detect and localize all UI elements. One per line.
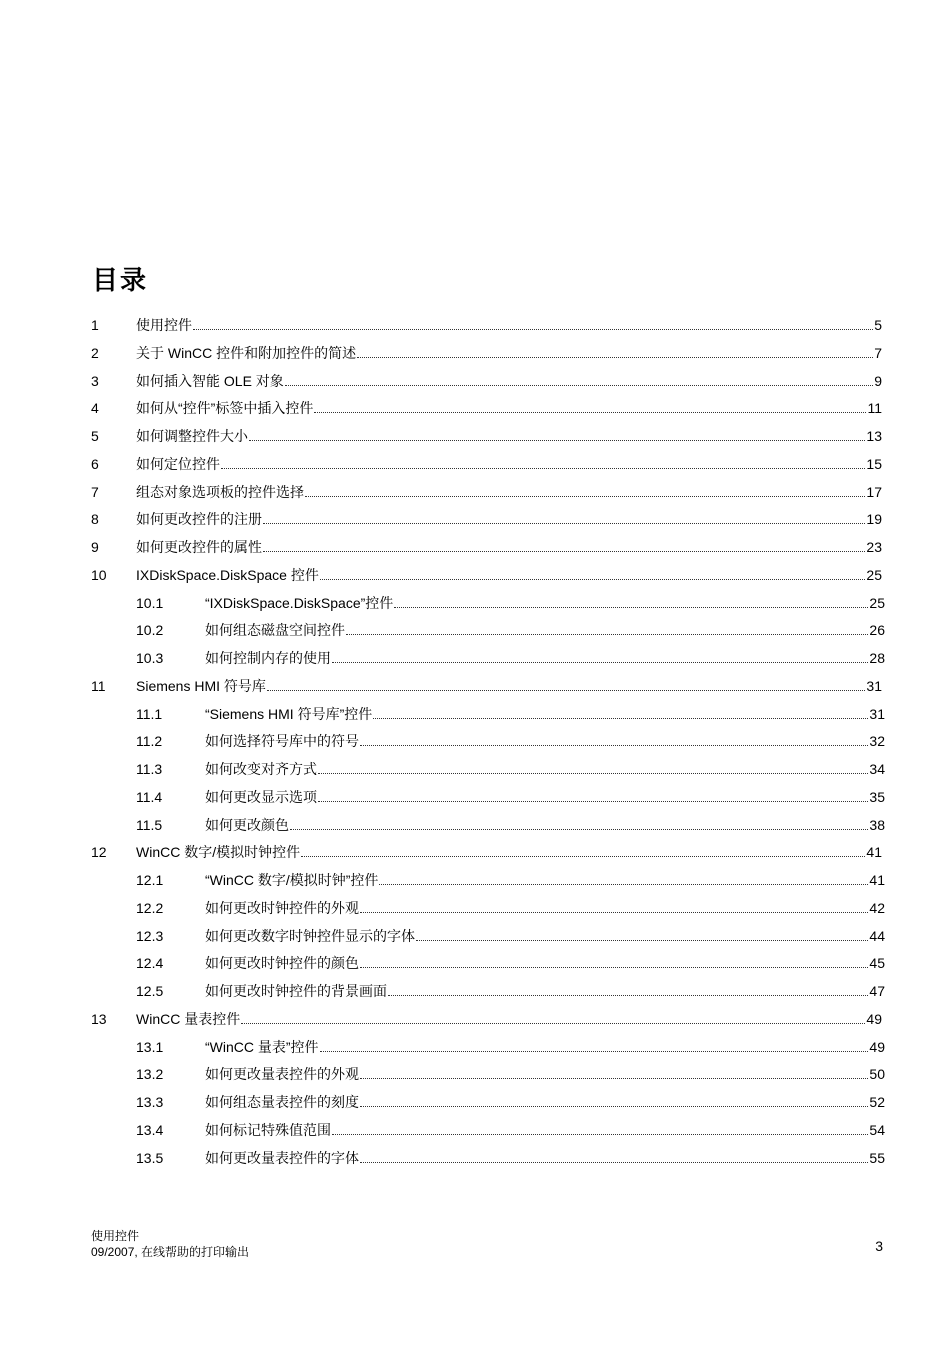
page-title: 目录 — [92, 265, 149, 295]
toc-entry-line — [136, 426, 882, 446]
toc-entry-line — [205, 926, 885, 946]
toc-entry-page: 54 — [869, 1121, 885, 1138]
toc-entry-page: 11 — [867, 400, 882, 417]
toc-leader-dots — [320, 566, 866, 580]
toc-leader-dots — [373, 705, 868, 719]
toc-entry-line — [136, 371, 882, 391]
toc-leader-dots — [318, 788, 868, 802]
toc-entry-number: 12.2 — [136, 899, 164, 916]
toc-entry-page: 50 — [869, 1066, 885, 1083]
toc-entry-line — [136, 565, 882, 585]
toc-leader-dots — [332, 1121, 868, 1135]
toc-leader-dots — [305, 483, 865, 497]
toc-entry-text: 如何组态磁盘空间控件 — [205, 622, 345, 639]
toc-entry-line — [205, 898, 885, 918]
page-number: 3 — [875, 1238, 883, 1254]
toc-leader-dots — [360, 732, 868, 746]
toc-entry-number: 7 — [91, 483, 99, 500]
toc-entry-line — [205, 731, 885, 751]
toc-entry-page: 52 — [869, 1094, 885, 1110]
toc-leader-dots — [301, 843, 865, 857]
toc-entry-text: 如何定位控件 — [136, 455, 220, 472]
toc-entry-line — [136, 1009, 882, 1029]
toc-entry-number: 12.1 — [136, 872, 164, 888]
toc-entry-number: 3 — [91, 372, 99, 389]
toc-entry-text: 如何改变对齐方式 — [205, 761, 317, 777]
toc-entry-line — [205, 1064, 885, 1084]
toc-entry-page: 34 — [869, 761, 885, 777]
toc-entry-text: “Siemens HMI 符号库”控件 — [205, 705, 373, 722]
toc-leader-dots — [394, 594, 868, 608]
toc-entry-page: 47 — [869, 983, 885, 999]
toc-leader-dots — [416, 927, 868, 941]
toc-entry-number: 10 — [91, 566, 107, 583]
toc-entry-number: 13 — [91, 1010, 107, 1027]
toc-leader-dots — [241, 1010, 865, 1024]
toc-entry-line — [136, 482, 882, 502]
toc-entry-line — [136, 454, 882, 474]
toc-entry-number: 13.5 — [136, 1149, 164, 1166]
toc-entry-line — [205, 620, 885, 640]
toc-entry-line — [136, 509, 882, 529]
toc-entry-text: 如何插入智能 OLE 对象 — [136, 372, 284, 389]
toc-leader-dots — [360, 954, 868, 968]
toc-leader-dots — [249, 427, 865, 441]
toc-entry-text: 如何选择符号库中的符号 — [205, 733, 359, 750]
toc-entry-number: 10.1 — [136, 594, 164, 611]
toc-entry-number: 13.4 — [136, 1121, 164, 1138]
toc-entry-page: 23 — [866, 539, 882, 555]
toc-entry-page: 44 — [869, 927, 885, 944]
toc-entry-number: 12.4 — [136, 955, 164, 972]
toc-entry-line — [205, 981, 885, 1001]
toc-entry-text: 组态对象选项板的控件选择 — [136, 483, 304, 500]
toc-entry-number: 1 — [91, 317, 99, 333]
toc-entry-page: 45 — [869, 955, 885, 972]
toc-entry-page: 25 — [869, 594, 885, 611]
toc-leader-dots — [263, 538, 865, 552]
toc-entry-text: 如何更改控件的注册 — [136, 511, 262, 528]
toc-entry-number: 2 — [91, 344, 99, 361]
toc-entry-line — [205, 1037, 885, 1057]
toc-entry-page: 38 — [869, 816, 885, 833]
toc-entry-line — [205, 648, 885, 668]
toc-entry-page: 49 — [866, 1010, 882, 1027]
toc-entry-number: 8 — [91, 511, 99, 528]
toc-entry-page: 5 — [874, 317, 882, 333]
toc-entry-number: 11 — [91, 677, 106, 694]
toc-entry-text: 关于 WinCC 控件和附加控件的简述 — [136, 344, 357, 361]
toc-entry-text: Siemens HMI 符号库 — [136, 677, 266, 694]
toc-entry-text: WinCC 量表控件 — [136, 1010, 241, 1027]
toc-entry-number: 10.2 — [136, 622, 164, 639]
toc-leader-dots — [346, 621, 868, 635]
toc-leader-dots — [285, 372, 873, 386]
toc-entry-line — [205, 1120, 885, 1140]
toc-entry-page: 41 — [866, 844, 882, 861]
toc-entry-text: 如何标记特殊值范围 — [205, 1121, 331, 1138]
toc-entry-text: “IXDiskSpace.DiskSpace”控件 — [205, 594, 394, 611]
toc-leader-dots — [388, 982, 868, 996]
toc-entry-number: 13.1 — [136, 1038, 164, 1055]
toc-entry-line — [136, 398, 882, 418]
toc-entry-text: 如何更改量表控件的外观 — [205, 1066, 359, 1083]
toc-entry-text: 如何更改颜色 — [205, 816, 289, 833]
toc-entry-text: 如何更改控件的属性 — [136, 539, 262, 555]
toc-entry-page: 41 — [869, 872, 885, 888]
toc-entry-text: 如何从“控件”标签中插入控件 — [136, 400, 314, 417]
toc-entry-number: 12.3 — [136, 927, 164, 944]
toc-entry-text: 如何更改量表控件的字体 — [205, 1149, 359, 1166]
toc-entry-line — [136, 315, 882, 335]
toc-entry-page: 17 — [866, 483, 882, 500]
toc-entry-line — [205, 1092, 885, 1112]
toc-entry-page: 49 — [869, 1038, 885, 1055]
toc-entry-text: WinCC 数字/模拟时钟控件 — [136, 844, 301, 861]
toc-entry-number: 10.3 — [136, 650, 164, 666]
toc-entry-page: 9 — [874, 372, 882, 389]
toc-entry-page: 42 — [869, 899, 885, 916]
toc-entry-number: 13.2 — [136, 1066, 164, 1083]
toc-entry-page: 31 — [866, 677, 882, 694]
toc-leader-dots — [314, 399, 866, 413]
toc-entry-number: 13.3 — [136, 1094, 164, 1110]
toc-entry-page: 55 — [869, 1149, 885, 1166]
toc-entry-page: 32 — [869, 733, 885, 750]
toc-entry-line — [136, 343, 882, 363]
toc-leader-dots — [320, 1038, 869, 1052]
toc-entry-page: 26 — [869, 622, 885, 639]
toc-entry-number: 12 — [91, 844, 107, 861]
toc-leader-dots — [193, 316, 873, 330]
toc-entry-page: 35 — [869, 788, 885, 805]
toc-entry-page: 7 — [874, 344, 882, 361]
toc-entry-number: 11.3 — [136, 761, 163, 777]
toc-entry-line — [205, 1148, 885, 1168]
toc-entry-page: 28 — [869, 650, 885, 666]
toc-entry-page: 15 — [866, 455, 882, 472]
footer-info — [91, 1228, 249, 1260]
toc-entry-number: 11.4 — [136, 788, 163, 805]
toc-entry-text: 如何更改时钟控件的背景画面 — [205, 983, 387, 999]
toc-entry-line — [205, 870, 885, 890]
toc-entry-page: 19 — [866, 511, 882, 528]
toc-entry-line — [136, 537, 882, 557]
toc-entry-line — [205, 953, 885, 973]
toc-leader-dots — [360, 1149, 868, 1163]
toc-entry-number: 11.1 — [136, 705, 163, 722]
toc-entry-line — [205, 593, 885, 613]
toc-entry-text: 如何更改数字时钟控件显示的字体 — [205, 927, 415, 944]
toc-leader-dots — [360, 899, 868, 913]
toc-leader-dots — [221, 455, 865, 469]
toc-entry-line — [205, 787, 885, 807]
toc-entry-text: 如何调整控件大小 — [136, 428, 248, 444]
toc-leader-dots — [318, 760, 868, 774]
toc-leader-dots — [379, 871, 868, 885]
toc-entry-page: 25 — [866, 566, 882, 583]
toc-leader-dots — [357, 344, 873, 358]
footer-doc-title: 使用控件 — [91, 1229, 140, 1243]
toc-entry-number: 11.2 — [136, 733, 163, 750]
toc-entry-number: 9 — [91, 539, 99, 555]
toc-entry-line — [205, 704, 885, 724]
toc-entry-text: IXDiskSpace.DiskSpace 控件 — [136, 566, 319, 583]
toc-entry-line — [205, 815, 885, 835]
toc-entry-text: “WinCC 量表”控件 — [205, 1038, 319, 1055]
toc-entry-number: 6 — [91, 455, 99, 472]
toc-entry-text: 如何控制内存的使用 — [205, 650, 331, 666]
toc-entry-text: 使用控件 — [136, 317, 192, 333]
toc-entry-line — [136, 676, 882, 696]
toc-entry-number: 4 — [91, 400, 99, 417]
toc-entry-text: 如何更改显示选项 — [205, 788, 317, 805]
toc-entry-number: 11.5 — [136, 816, 163, 833]
toc-leader-dots — [267, 677, 866, 691]
toc-entry-text: “WinCC 数字/模拟时钟”控件 — [205, 872, 379, 888]
toc-entry-page: 13 — [866, 428, 882, 444]
toc-leader-dots — [263, 510, 865, 524]
toc-entry-line — [136, 842, 882, 862]
toc-leader-dots — [332, 649, 868, 663]
toc-entry-number: 5 — [91, 428, 99, 444]
toc-leader-dots — [360, 1065, 868, 1079]
toc-entry-text: 如何组态量表控件的刻度 — [205, 1094, 359, 1110]
toc-entry-text: 如何更改时钟控件的外观 — [205, 899, 359, 916]
toc-entry-number: 12.5 — [136, 983, 164, 999]
toc-entry-line — [205, 759, 885, 779]
toc-entry-page: 31 — [869, 705, 885, 722]
toc-entry-text: 如何更改时钟控件的颜色 — [205, 955, 359, 972]
toc-leader-dots — [360, 1093, 868, 1107]
footer-doc-info: 09/2007, 在线帮助的打印输出 — [91, 1245, 250, 1259]
toc-leader-dots — [290, 816, 868, 830]
